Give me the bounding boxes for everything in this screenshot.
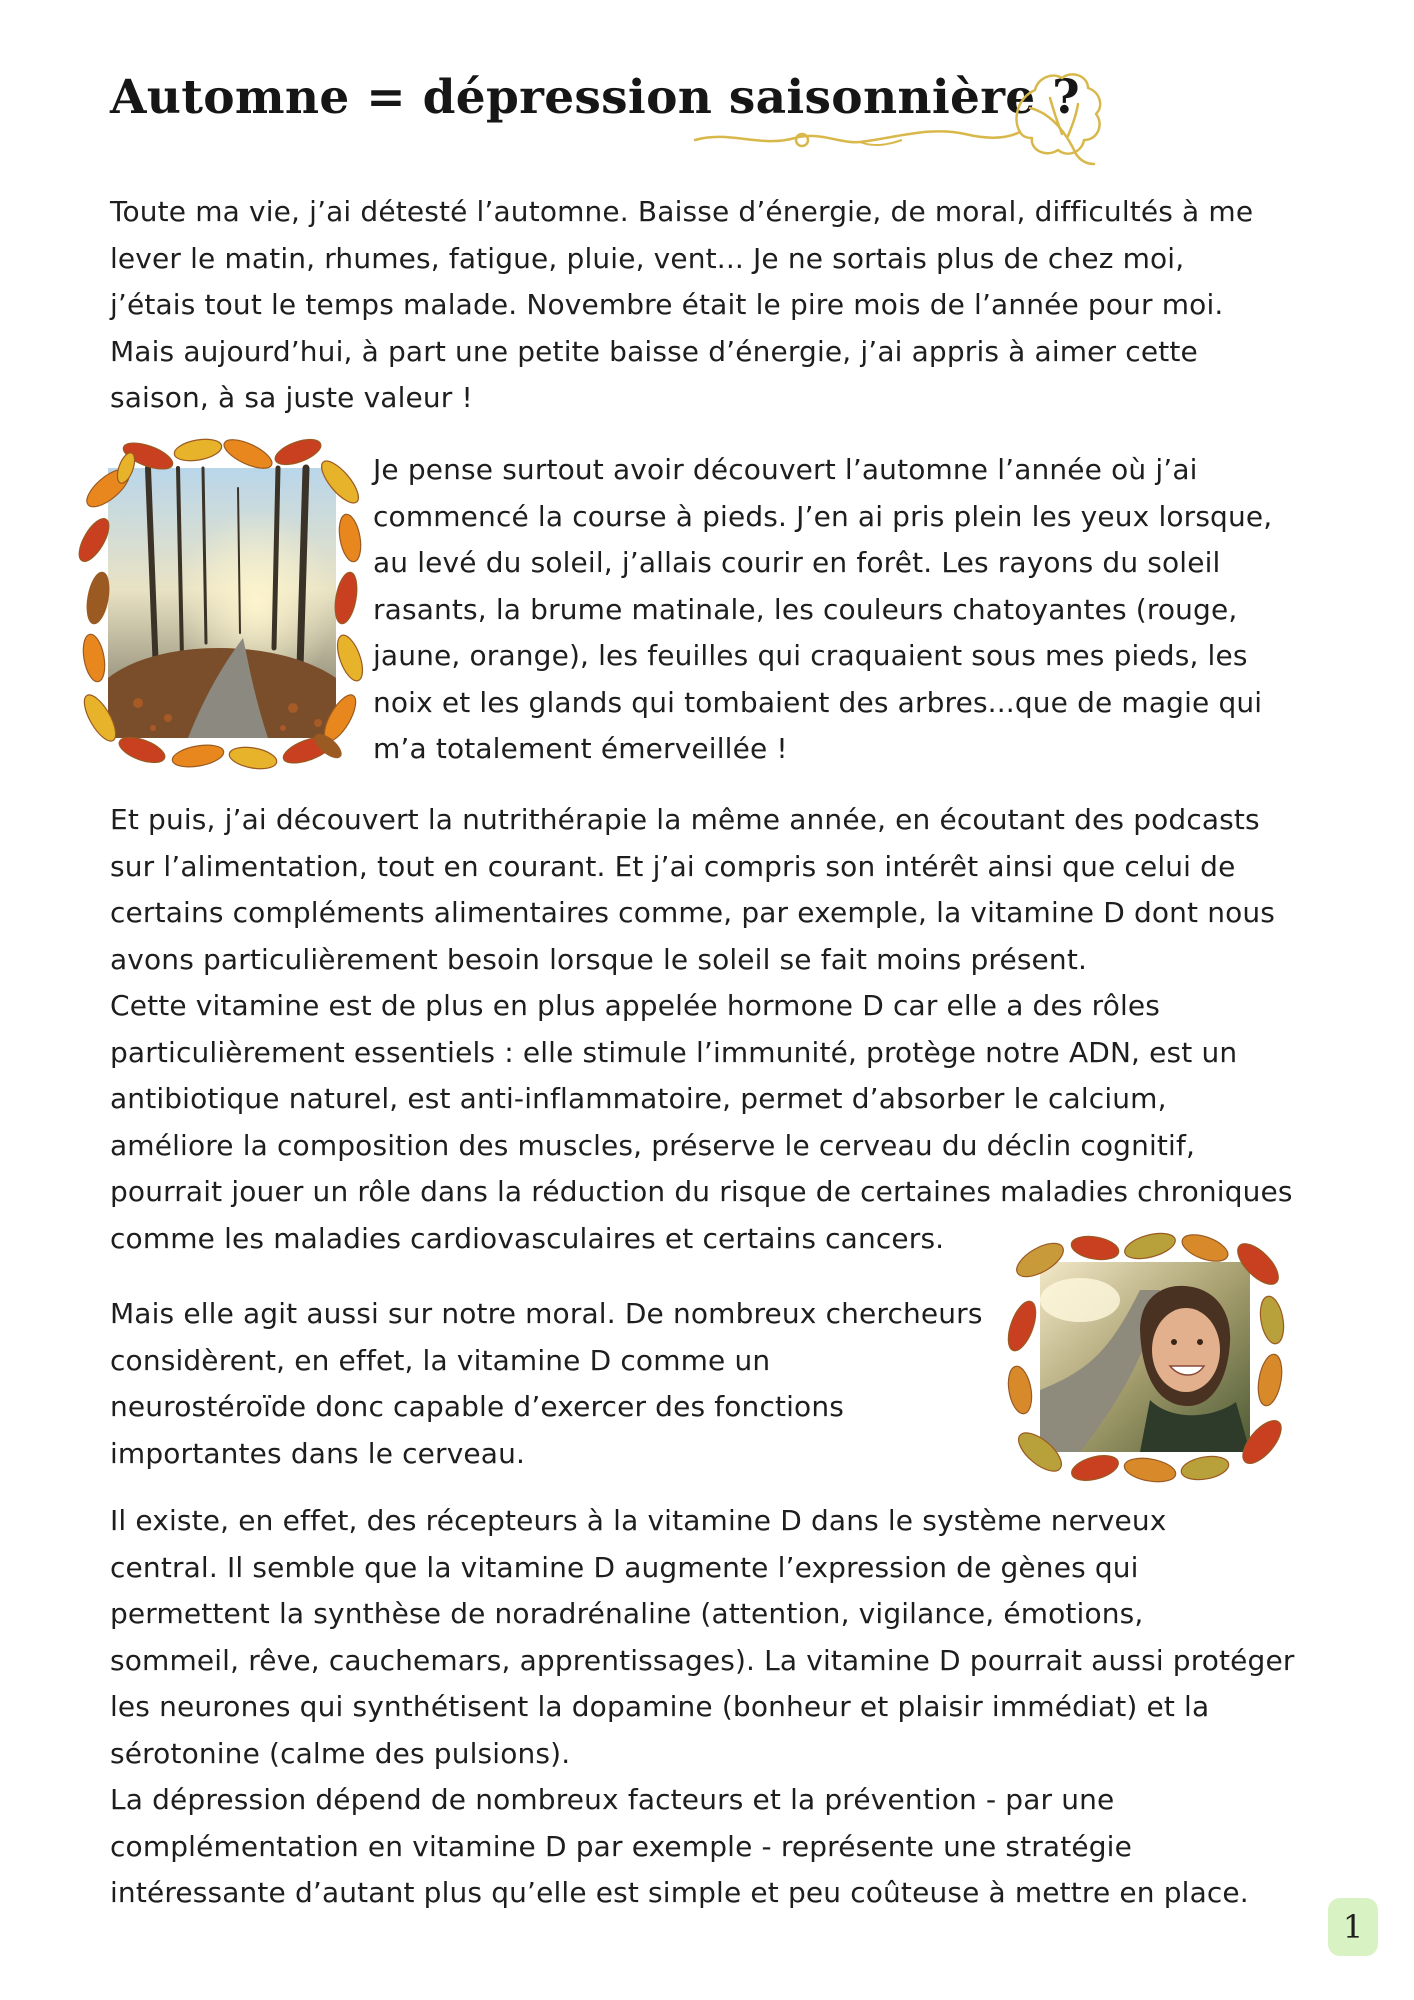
page-title: Automne = dépression saisonnière ? [110,70,1081,125]
text-line: certains compléments alimentaires comme, par exemple, la vitamine D dont nous [110,896,1276,929]
text-line: permettent la synthèse de noradrénaline (attention, vigilance, émotions, [110,1597,1144,1630]
text-line: central. Il semble que la vitamine D augmente l’expression de gènes qui [110,1550,1139,1584]
text-line: Mais elle agit aussi sur notre moral. De nombreux chercheurs [110,1297,983,1330]
text-line: Cette vitamine est de plus en plus appelée hormone D car elle a des rôles [110,989,1161,1022]
text-line: particulièrement essentiels : elle stimule l’immunité, protège notre ADN, est un [110,1035,1238,1069]
neuro-paragraph [110,1498,1295,1917]
forest-photo [78,428,364,773]
text-line: Et puis, j’ai découvert la nutrithérapie la même année, en écoutant des podcasts [110,803,1260,836]
text-line: les neurones qui synthétisent la dopamine (bonheur et plaisir immédiat) et la [110,1690,1210,1723]
text-line: j’étais tout le temps malade. Novembre était le pire mois de l’année pour moi. [110,288,1224,321]
text-line: Toute ma vie, j’ai détesté l’automne. Baisse d’énergie, de moral, difficultés à me [110,195,1254,228]
text-line: Mais aujourd’hui, à part une petite baisse d’énergie, j’ai appris à aimer cette [110,334,1198,368]
text-line: noix et les glands qui tombaient des arbres...que de magie qui [373,685,1263,719]
text-line: comme les maladies cardiovasculaires et certains cancers. [110,1221,945,1255]
text-line: Je pense surtout avoir découvert l’automne l’année où j’ai [373,453,1198,486]
text-line: considèrent, en effet, la vitamine D comme un [110,1343,771,1377]
text-line: intéressante d’autant plus qu’elle est simple et peu coûteuse à mettre en place. [110,1876,1249,1909]
text-line: au levé du soleil, j’allais courir en forêt. Les rayons du soleil [373,546,1221,579]
text-line: pourrait jouer un rôle dans la réduction du risque de certaines maladies chroniques [110,1175,1293,1208]
text-line: lever le matin, rhumes, fatigue, pluie, vent... Je ne sortais plus de chez moi, [110,241,1185,275]
text-line: commencé la course à pieds. J’en ai pris plein les yeux lorsque, [373,499,1273,533]
text-line: avons particulièrement besoin lorsque le soleil se fait moins présent. [110,942,1088,976]
text-line: La dépression dépend de nombreux facteurs et la prévention - par une [110,1783,1115,1816]
text-line: sérotonine (calme des pulsions). [110,1736,571,1770]
text-line: saison, à sa juste valeur ! [110,381,473,414]
intro-paragraph [110,189,1253,422]
leaf-swirl-icon [690,68,1110,168]
running-paragraph [373,447,1272,773]
text-line: m’a totalement émerveillée ! [373,732,788,765]
mood-paragraph [110,1291,983,1477]
text-line: améliore la composition des muscles, préserve le cerveau du déclin cognitif, [110,1128,1196,1162]
selfie-photo [1000,1230,1290,1485]
text-line: importantes dans le cerveau. [110,1436,526,1470]
text-line: neurostéroïde donc capable d’exercer des fonctions [110,1390,844,1423]
page-number: 1 [1328,1898,1378,1956]
text-line: complémentation en vitamine D par exemple - représente une stratégie [110,1829,1132,1863]
text-line: sommeil, rêve, cauchemars, apprentissages). La vitamine D pourrait aussi protéger [110,1643,1295,1677]
text-line: sur l’alimentation, tout en courant. Et j’ai compris son intérêt ainsi que celui de [110,849,1236,883]
text-line: rasants, la brume matinale, les couleurs chatoyantes (rouge, [373,592,1238,626]
text-line: jaune, orange), les feuilles qui craquaient sous mes pieds, les [373,639,1248,672]
text-line: Il existe, en effet, des récepteurs à la vitamine D dans le système nerveux [110,1504,1167,1537]
vitamin-d-paragraph [110,797,1293,1262]
text-line: antibiotique naturel, est anti-inflammatoire, permet d’absorber le calcium, [110,1082,1167,1115]
